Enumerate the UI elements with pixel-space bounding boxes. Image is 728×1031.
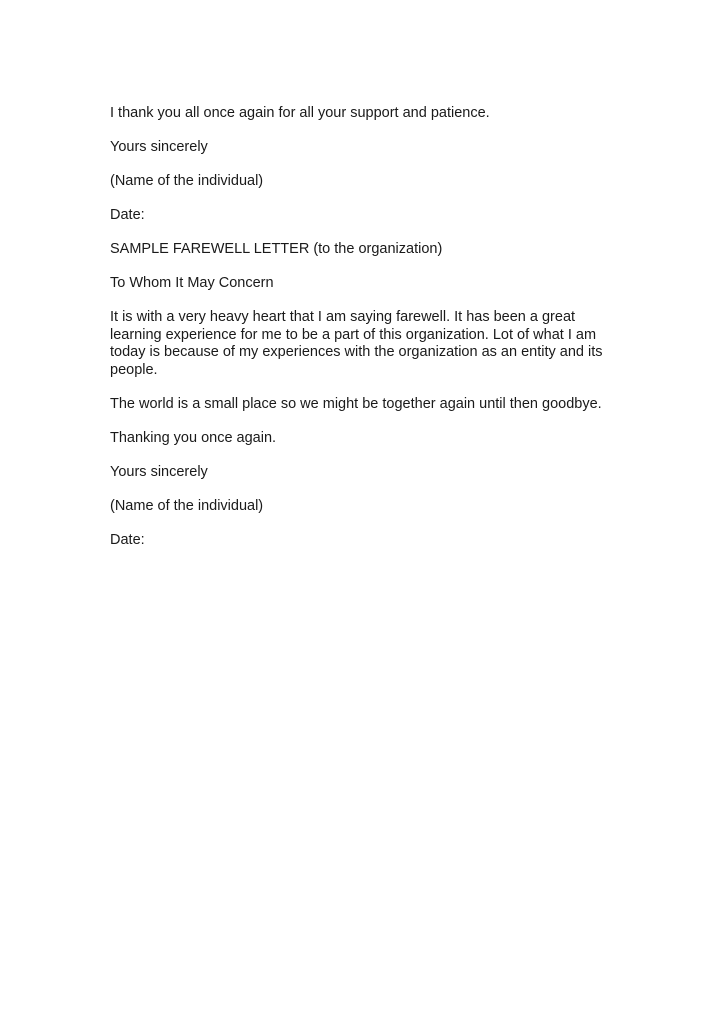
closing-thanks: I thank you all once again for all your support and patience.	[110, 105, 490, 121]
letter-body	[110, 105, 630, 566]
body-paragraph: It is with a very heavy heart that I am saying farewell. It has been a great learning experience for me to be a part of this organization. Lot of what I am today is because of my experiences with the organization as an entity and its people.	[110, 309, 603, 378]
letter-title: SAMPLE FAREWELL LETTER (to the organization)	[110, 241, 443, 257]
sign-off: Yours sincerely	[110, 139, 208, 155]
date-line: Date:	[110, 531, 145, 548]
signature-name: (Name of the individual)	[110, 173, 264, 189]
signature-name: (Name of the individual)	[110, 497, 264, 514]
date-line: Date:	[110, 207, 145, 223]
body-paragraph: The world is a small place so we might be together again until then goodbye.	[110, 395, 602, 412]
salutation: To Whom It May Concern	[110, 275, 274, 291]
sign-off: Yours sincerely	[110, 463, 208, 480]
closing-thanks: Thanking you once again.	[110, 429, 277, 446]
